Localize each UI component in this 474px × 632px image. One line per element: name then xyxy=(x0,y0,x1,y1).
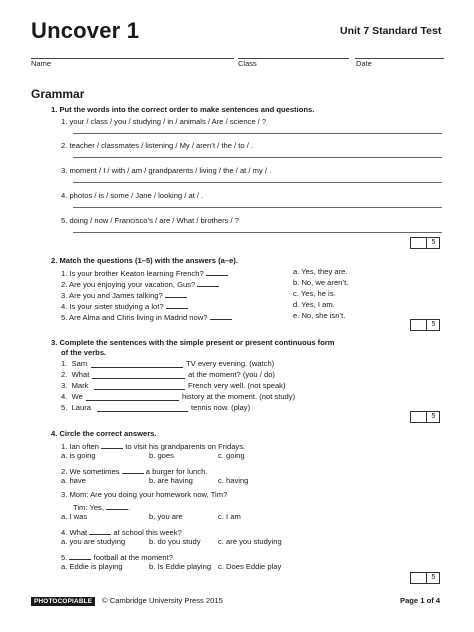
q1-answer-line[interactable] xyxy=(73,207,442,208)
q3-item: 4. We xyxy=(61,392,83,401)
q3-item: 5. Laura xyxy=(61,403,92,412)
q2-question: 1. Is your brother Keaton learning French? xyxy=(61,267,228,279)
score-entry[interactable] xyxy=(411,320,426,330)
section-title: Grammar xyxy=(31,87,85,101)
photocopiable-badge: PHOTOCOPIABLE xyxy=(31,597,95,606)
score-max: 5 xyxy=(426,320,440,330)
answer-blank[interactable] xyxy=(91,359,183,368)
q4-option[interactable]: a. I was xyxy=(61,512,88,521)
test-name: Unit 7 Standard Test xyxy=(340,25,442,37)
q2-question: 4. Is your sister studying a lot? xyxy=(61,300,188,312)
book-title: Uncover 1 xyxy=(31,18,140,43)
answer-blank[interactable] xyxy=(166,300,188,309)
answer-blank[interactable] xyxy=(86,392,179,401)
q3-item-rest: at the moment? (you / do) xyxy=(188,370,275,379)
q1-answer-line[interactable] xyxy=(73,133,442,134)
q1-item: 1. your / class / you / studying / in / animals / Are / science / ? xyxy=(61,117,267,126)
q4-item: 4. What at school this week? xyxy=(61,528,182,537)
answer-blank[interactable] xyxy=(206,267,228,276)
q2-answer: b. No, we aren’t. xyxy=(293,278,349,287)
answer-blank[interactable] xyxy=(92,370,185,379)
q1-item: 3. moment / I / with / am / grandparents / living / the / at / my / . xyxy=(61,166,272,175)
q3-item: 1. Sam xyxy=(61,359,88,368)
q4-option[interactable]: c. Does Eddie play xyxy=(218,562,282,571)
score-max: 5 xyxy=(426,573,440,583)
q4-score-box[interactable] xyxy=(410,572,440,584)
answer-blank[interactable] xyxy=(97,403,188,412)
q4-option[interactable]: a. have xyxy=(61,476,86,485)
answer-blank[interactable] xyxy=(210,311,232,320)
q4-option[interactable]: b. do you study xyxy=(149,537,201,546)
q3-item-rest: TV every evening. (watch) xyxy=(186,359,275,368)
q1-score-box[interactable] xyxy=(410,237,440,249)
q3-item: 2. What xyxy=(61,370,90,379)
q4-option[interactable]: c. I am xyxy=(218,512,241,521)
answer-blank[interactable] xyxy=(165,289,187,298)
q1-answer-line[interactable] xyxy=(73,157,442,158)
date-label: Date xyxy=(356,59,372,68)
q2-answer: c. Yes, he is. xyxy=(293,289,336,298)
q4-option[interactable]: b. you are xyxy=(149,512,183,521)
name-label: Name xyxy=(31,59,52,68)
q3-item: 3. Mark xyxy=(61,381,89,390)
answer-blank[interactable] xyxy=(94,381,185,390)
q4-option[interactable]: c. having xyxy=(218,476,249,485)
q1-answer-line[interactable] xyxy=(73,182,442,183)
q1-item: 4. photos / is / some / Jane / looking / at / . xyxy=(61,191,204,200)
score-max: 5 xyxy=(426,238,440,248)
page-number: Page 1 of 4 xyxy=(400,596,441,605)
q4-heading: 4. Circle the correct answers. xyxy=(51,429,157,438)
answer-blank xyxy=(106,501,128,510)
q4-item: 2. We sometimes a burger for lunch. xyxy=(61,467,208,476)
q1-item: 2. teacher / classmates / listening / My / aren’t / the / to / . xyxy=(61,141,254,150)
q4-option[interactable]: b. are having xyxy=(149,476,193,485)
answer-blank xyxy=(89,526,111,535)
q2-answer: d. Yes, I am. xyxy=(293,300,335,309)
q3-item-rest: tennis now. (play) xyxy=(191,403,251,412)
q4-option[interactable]: c. are you studying xyxy=(218,537,282,546)
q4-option[interactable]: b. Is Eddie playing xyxy=(149,562,212,571)
score-entry[interactable] xyxy=(411,238,426,248)
answer-blank xyxy=(101,440,123,449)
q2-question: 2. Are you enjoying your vacation, Gus? xyxy=(61,278,219,290)
q4-option[interactable]: a. is going xyxy=(61,451,96,460)
q3-item-rest: history at the moment. (not study) xyxy=(182,392,296,401)
q3-heading-cont: of the verbs. xyxy=(61,348,107,357)
q3-score-box[interactable] xyxy=(410,411,440,423)
q2-question: 3. Are you and James talking? xyxy=(61,289,187,301)
name-line[interactable] xyxy=(31,58,234,59)
answer-blank xyxy=(69,551,91,560)
q4-item: 5. football at the moment? xyxy=(61,553,173,562)
q2-question: 5. Are Alma and Chris living in Madrid now? xyxy=(61,311,232,323)
q2-answer: a. Yes, they are. xyxy=(293,267,348,276)
q4-option[interactable]: a. you are studying xyxy=(61,537,126,546)
q4-item: 1. Ian often to visit his grandparents on Fridays. xyxy=(61,442,246,451)
q3-heading: 3. Complete the sentences with the simple present or present continuous form xyxy=(51,338,335,347)
q2-answer: e. No, she isn’t. xyxy=(293,311,346,320)
q4-option[interactable]: b. goes xyxy=(149,451,174,460)
q4-option[interactable]: c. going xyxy=(218,451,245,460)
q1-answer-line[interactable] xyxy=(73,232,442,233)
q1-heading: 1. Put the words into the correct order to make sentences and questions. xyxy=(51,105,315,114)
q2-heading: 2. Match the questions (1–5) with the answers (a–e). xyxy=(51,256,238,265)
score-entry[interactable] xyxy=(411,412,426,422)
class-label: Class xyxy=(238,59,257,68)
q2-score-box[interactable] xyxy=(410,319,440,331)
q4-option[interactable]: a. Eddie is playing xyxy=(61,562,123,571)
q3-item-rest: French very well. (not speak) xyxy=(188,381,286,390)
answer-blank xyxy=(122,465,144,474)
q1-item: 5. doing / now / Francisco’s / are / What / brothers / ? xyxy=(61,216,239,225)
answer-blank[interactable] xyxy=(197,278,219,287)
q4-item: 3. Mom: Are you doing your homework now, Tim? xyxy=(61,490,228,499)
score-max: 5 xyxy=(426,412,440,422)
q4-item-line2: Tim: Yes, . xyxy=(73,503,131,512)
score-entry[interactable] xyxy=(411,573,426,583)
copyright: © Cambridge University Press 2015 xyxy=(102,596,223,605)
